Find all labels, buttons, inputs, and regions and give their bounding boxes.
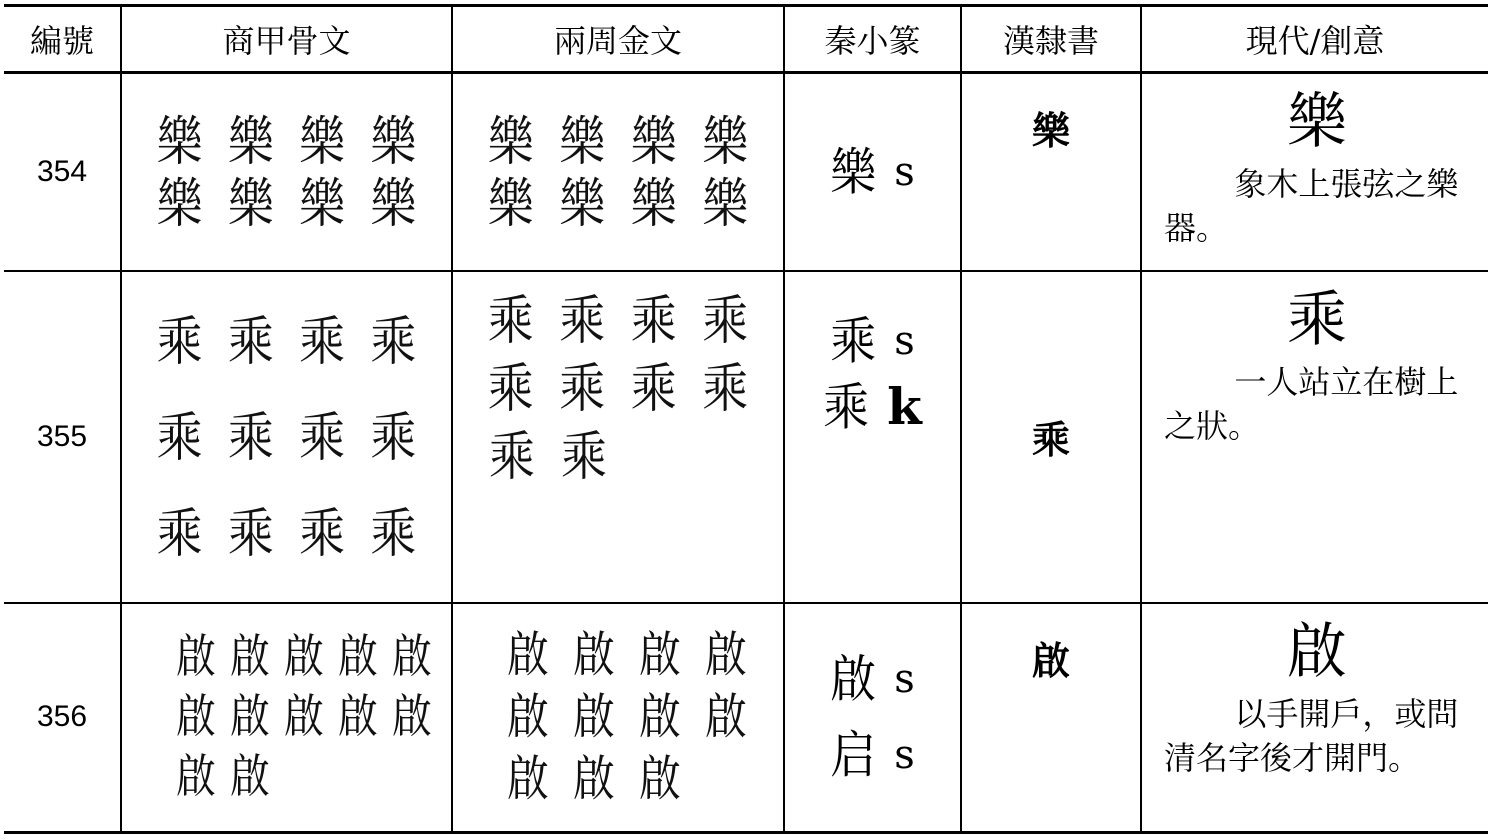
seal-source-tag: s bbox=[894, 148, 915, 195]
oracle-glyph: 樂 bbox=[156, 171, 203, 234]
bronze-glyph: 乘 bbox=[487, 288, 534, 351]
entry-number: 356 bbox=[4, 603, 121, 833]
entry-number: 355 bbox=[4, 271, 121, 603]
seal-line bbox=[785, 308, 960, 374]
oracle-glyph: 乘 bbox=[156, 309, 203, 372]
bronze-glyph: 樂 bbox=[487, 171, 534, 234]
header-row bbox=[4, 6, 1488, 73]
oracle-glyph: 乘 bbox=[156, 501, 203, 564]
oracle-glyph: 啟 bbox=[230, 690, 270, 744]
modern-character: 樂 bbox=[1287, 87, 1347, 157]
glyph-row bbox=[144, 389, 429, 485]
seal-glyph: 樂 bbox=[830, 142, 877, 202]
bronze-glyph: 啟 bbox=[705, 626, 748, 683]
header-clerical: 漢隸書 bbox=[961, 6, 1141, 73]
seal-line bbox=[785, 717, 960, 793]
oracle-glyph: 乘 bbox=[227, 501, 274, 564]
table-row bbox=[4, 271, 1488, 603]
bronze-glyph: 乘 bbox=[559, 288, 606, 351]
bronze-glyph: 啟 bbox=[573, 688, 616, 745]
oracle-glyph: 樂 bbox=[370, 171, 417, 234]
oracle-glyph: 樂 bbox=[299, 171, 346, 234]
bronze-glyph: 乘 bbox=[702, 356, 749, 419]
oracle-glyph: 啟 bbox=[176, 690, 216, 744]
bronze-glyph: 啟 bbox=[507, 626, 550, 683]
bronze-glyph: 乘 bbox=[630, 356, 677, 419]
modern-description: 以手開戶，或問清名字後才開門。 bbox=[1164, 694, 1459, 777]
glyph-row bbox=[493, 624, 761, 686]
header-bronze: 兩周金文 bbox=[452, 6, 784, 73]
bronze-glyph: 樂 bbox=[630, 109, 677, 172]
oracle-glyph: 乘 bbox=[299, 309, 346, 372]
oracle-glyph: 乘 bbox=[156, 405, 203, 468]
bronze-glyph: 樂 bbox=[559, 171, 606, 234]
bronze-glyph: 啟 bbox=[639, 750, 682, 807]
modern-cell bbox=[1141, 73, 1488, 271]
glyph-row bbox=[475, 286, 761, 354]
bronze-glyph: 啟 bbox=[573, 750, 616, 807]
oracle-glyph: 啟 bbox=[230, 750, 270, 804]
seal-source-tag: s bbox=[894, 317, 915, 364]
oracle-glyph: 啟 bbox=[338, 690, 378, 744]
glyph-row bbox=[144, 485, 429, 581]
bronze-glyph: 啟 bbox=[507, 750, 550, 807]
oracle-glyph: 乘 bbox=[370, 501, 417, 564]
oracle-glyph: 樂 bbox=[156, 109, 203, 172]
clerical-glyph: 樂 bbox=[961, 73, 1141, 271]
bronze-glyph: 乘 bbox=[489, 424, 535, 487]
bronze-glyph: 樂 bbox=[702, 171, 749, 234]
bronze-glyph: 乘 bbox=[559, 356, 606, 419]
seal-source-tag: s bbox=[894, 732, 915, 779]
glyph-row bbox=[493, 686, 761, 748]
oracle-glyph: 樂 bbox=[227, 109, 274, 172]
oracle-glyph: 樂 bbox=[299, 109, 346, 172]
modern-character: 啟 bbox=[1287, 616, 1347, 687]
bronze-glyphs bbox=[452, 271, 784, 603]
oracle-glyph: 啟 bbox=[392, 690, 432, 744]
bronze-glyph: 啟 bbox=[639, 626, 682, 683]
glyph-row bbox=[144, 172, 429, 234]
oracle-glyph: 啟 bbox=[176, 750, 216, 804]
small-seal-cell bbox=[784, 73, 961, 271]
glyph-row bbox=[475, 172, 761, 234]
glyph-row bbox=[144, 110, 429, 172]
seal-glyph: 乘 bbox=[823, 376, 870, 437]
modern-description: 一人站立在樹上之狀。 bbox=[1164, 362, 1459, 445]
seal-source-tag: s bbox=[894, 656, 915, 703]
oracle-glyph: 啟 bbox=[284, 690, 324, 744]
glyph-row bbox=[475, 354, 761, 422]
bronze-glyph: 乘 bbox=[561, 424, 607, 487]
seal-line bbox=[785, 641, 960, 717]
seal-glyph: 乘 bbox=[830, 310, 877, 371]
oracle-bone-glyphs bbox=[121, 73, 452, 271]
table-row bbox=[4, 73, 1488, 271]
modern-character: 乘 bbox=[1287, 284, 1347, 355]
oracle-glyph: 啟 bbox=[176, 630, 216, 684]
bronze-glyph: 啟 bbox=[507, 688, 550, 745]
bronze-glyph: 樂 bbox=[630, 171, 677, 234]
modern-cell bbox=[1141, 271, 1488, 603]
modern-cell bbox=[1141, 603, 1488, 833]
bronze-glyph: 乘 bbox=[702, 288, 749, 351]
etymology-table bbox=[4, 4, 1488, 834]
header-small-seal: 秦小篆 bbox=[784, 6, 961, 73]
seal-line bbox=[785, 139, 960, 205]
bronze-glyph: 啟 bbox=[573, 626, 616, 683]
glyph-row bbox=[475, 110, 761, 172]
oracle-bone-glyphs bbox=[121, 271, 452, 603]
bronze-glyph: 樂 bbox=[559, 109, 606, 172]
oracle-glyph: 啟 bbox=[392, 630, 432, 684]
bronze-glyph: 乘 bbox=[630, 288, 677, 351]
glyph-row bbox=[144, 293, 429, 389]
bronze-glyph: 乘 bbox=[487, 356, 534, 419]
glyph-row bbox=[475, 422, 761, 490]
modern-description: 象木上張弦之樂器。 bbox=[1164, 165, 1459, 247]
oracle-glyph: 樂 bbox=[227, 171, 274, 234]
seal-glyph: 啟 bbox=[830, 649, 877, 709]
bronze-glyph: 啟 bbox=[705, 688, 748, 745]
bronze-glyph: 啟 bbox=[639, 688, 682, 745]
clerical-glyph: 乘 bbox=[961, 271, 1141, 603]
small-seal-cell bbox=[784, 603, 961, 833]
oracle-glyph: 乘 bbox=[227, 309, 274, 372]
oracle-glyph: 乘 bbox=[227, 405, 274, 468]
entry-number: 354 bbox=[4, 73, 121, 271]
header-modern: 現代/創意 bbox=[1141, 6, 1488, 73]
clerical-glyph: 啟 bbox=[961, 603, 1141, 833]
bronze-glyphs bbox=[452, 603, 784, 833]
glyph-row bbox=[162, 627, 432, 687]
seal-line bbox=[785, 374, 960, 440]
bronze-glyph: 樂 bbox=[487, 109, 534, 172]
oracle-glyph: 啟 bbox=[338, 630, 378, 684]
bronze-glyph: 樂 bbox=[702, 109, 749, 172]
seal-source-tag: k bbox=[887, 376, 922, 436]
table-row bbox=[4, 603, 1488, 833]
oracle-glyph: 乘 bbox=[299, 405, 346, 468]
oracle-glyph: 乘 bbox=[370, 309, 417, 372]
oracle-glyph: 乘 bbox=[299, 501, 346, 564]
glyph-row bbox=[162, 747, 429, 807]
glyph-row bbox=[162, 687, 432, 747]
oracle-glyph: 乘 bbox=[370, 405, 417, 468]
header-number: 編號 bbox=[4, 6, 121, 73]
oracle-bone-glyphs bbox=[121, 603, 452, 833]
oracle-glyph: 樂 bbox=[370, 109, 417, 172]
small-seal-cell bbox=[784, 271, 961, 603]
oracle-glyph: 啟 bbox=[284, 630, 324, 684]
seal-glyph: 启 bbox=[830, 725, 877, 785]
bronze-glyphs bbox=[452, 73, 784, 271]
header-oracle-bone: 商甲骨文 bbox=[121, 6, 452, 73]
glyph-row bbox=[493, 748, 761, 810]
oracle-glyph: 啟 bbox=[230, 630, 270, 684]
